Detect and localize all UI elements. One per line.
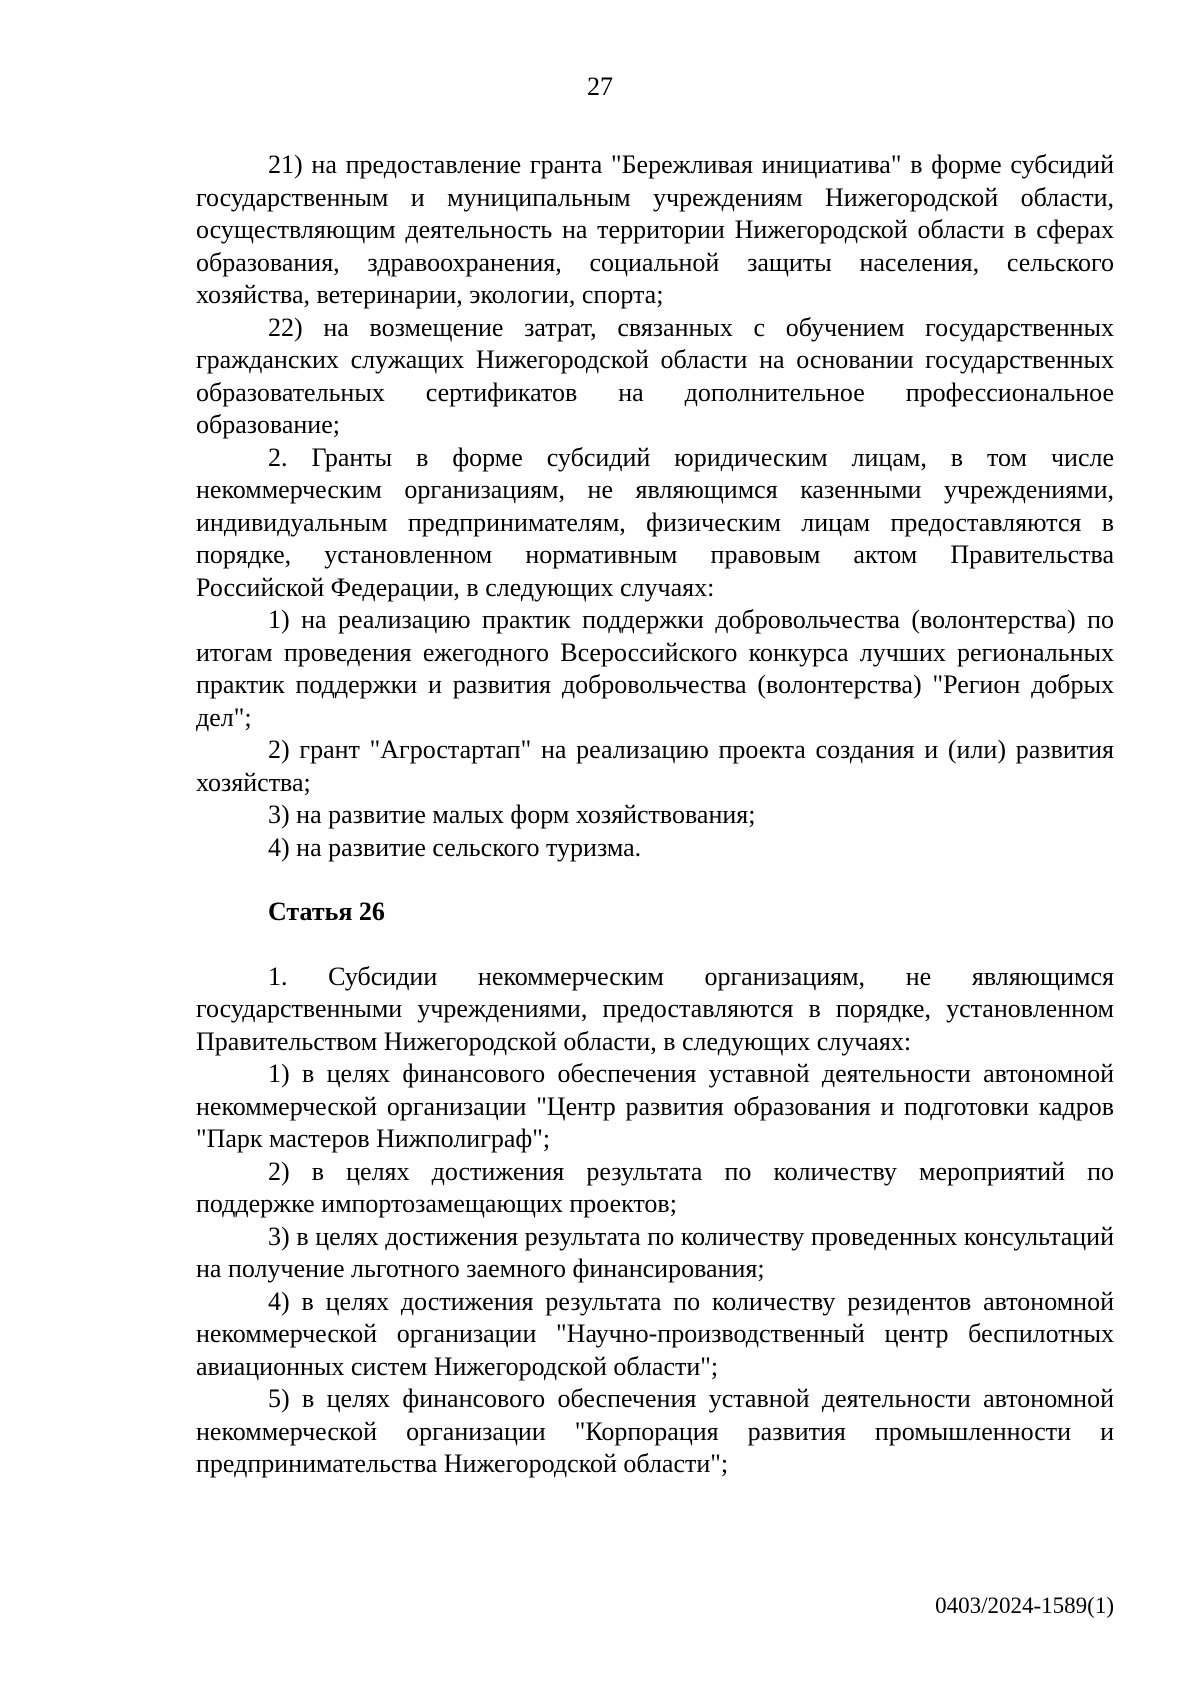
section-spacer [196,929,1114,961]
paragraph-article-26-item-5: 5) в целях финансового обеспечения уставной деятельности автономной некоммерческой организации "Корпорация развития промышленности и предпринимательства Нижегородской области"; [196,1384,1114,1478]
page-number: 27 [587,72,613,101]
paragraph-item-22: 22) на возмещение затрат, связанных с обучением государственных гражданских служащих Нижегородской области на основании государственных образовательных сертификатов на дополнительное профессиональное образование; [196,312,1114,439]
section-spacer [196,864,1114,896]
paragraph-part-2-item-4: 4) на развитие сельского туризма. [268,832,642,862]
document-body [196,149,1114,1481]
paragraph-article-26-part-1: 1. Субсидии некоммерческим организациям, не являющимся государственными учреждениями, предоставляются в порядке, установленном Правительством Нижегородской области, в следующих случаях: [196,961,1114,1056]
article-heading: Статья 26 [268,897,385,926]
paragraph-part-2-item-3: 3) на развитие малых форм хозяйствования; [268,800,756,829]
paragraph-item-21: 21) на предоставление гранта "Бережливая инициатива" в форме субсидий государственным и муниципальным учреждениям Нижегородской области, осуществляющим деятельность на территории Нижегородской области в сферах образования, здравоохранения, социальной защиты населения, сельского хозяйства, ветеринарии, экологии, спорта; [196,150,1114,309]
paragraph-article-26-item-3: 3) в целях достижения результата по количеству проведенных консультаций на получение льготного заемного финансирования; [196,1221,1114,1283]
paragraph-part-2-item-1: 1) на реализацию практик поддержки добровольчества (волонтерства) по итогам проведения ежегодного Всероссийского конкурса лучших региональных практик поддержки и развития добровольчества (волонтерства) "Регион добрых дел"; [196,605,1114,732]
document-code: 0403/2024-1589(1) [935,1593,1114,1618]
paragraph-part-2-item-2: 2) грант "Агростартап" на реализацию проекта создания и (или) развития хозяйства; [196,735,1114,797]
paragraph-article-26-item-1: 1) в целях финансового обеспечения уставной деятельности автономной некоммерческой организации "Центр развития образования и подготовки кадров "Парк мастеров Нижполиграф"; [196,1059,1114,1153]
paragraph-article-26-item-4: 4) в целях достижения результата по количеству резидентов автономной некоммерческой организации "Научно-производственный центр беспилотных авиационных систем Нижегородской области"; [196,1286,1114,1381]
paragraph-article-26-item-2: 2) в целях достижения результата по количеству мероприятий по поддержке импортозамещающих проектов; [196,1156,1114,1218]
paragraph-part-2: 2. Гранты в форме субсидий юридическим лицам, в том числе некоммерческим организациям, не являющимся казенными учреждениями, индивидуальным предпринимателям, физическим лицам предоставляются в порядке, установленном нормативным правовым актом Правительства Российской Федерации, в следующих случаях: [196,442,1114,602]
